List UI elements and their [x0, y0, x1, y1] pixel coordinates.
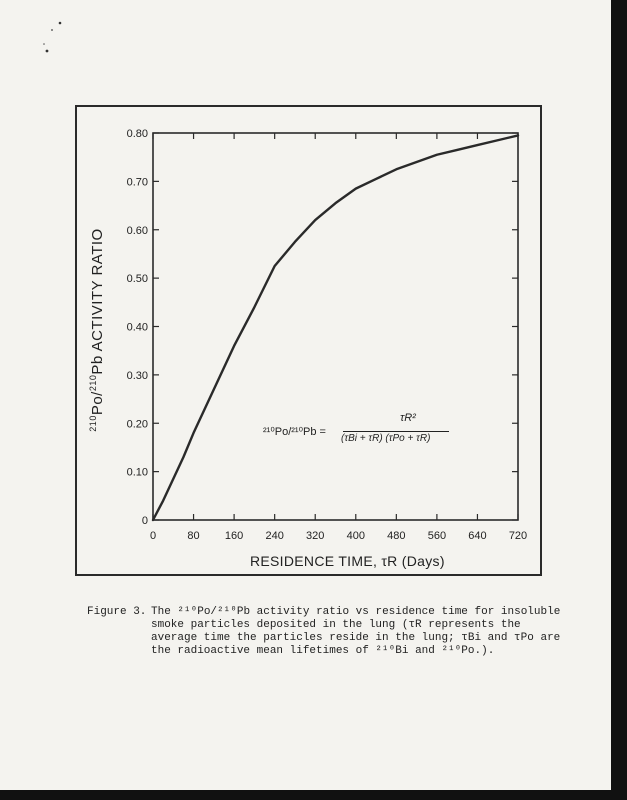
y-tick-label: 0.70: [126, 176, 148, 189]
y-tick-label: 0.20: [126, 418, 148, 431]
equation-fraction-bar: [343, 431, 449, 432]
data-point: [234, 345, 235, 346]
plot-area-frame: [153, 133, 518, 520]
data-point: [294, 241, 295, 242]
x-tick-label: 80: [187, 530, 200, 542]
data-point: [396, 169, 397, 170]
y-tick-label: 0.10: [126, 466, 148, 479]
y-tick-label: 0.80: [126, 128, 148, 140]
y-tick-label: 0: [141, 515, 148, 527]
data-point: [315, 219, 316, 220]
x-tick-label: 400: [346, 530, 365, 542]
data-point: [173, 478, 174, 479]
data-point: [355, 188, 356, 189]
data-point: [274, 265, 275, 266]
data-point: [497, 140, 498, 141]
x-tick-label: 640: [468, 530, 487, 542]
y-tick-label: 0.60: [126, 224, 148, 237]
x-tick-label: 0: [149, 530, 157, 542]
figure-caption-text: The ²¹⁰Po/²¹⁰Pb activity ratio vs residence time for insoluble smoke particles deposited in the lung (τR represents the average time the particles reside in the lung; τBi and τPo are the radioactive mean lifetimes of ²¹⁰Bi and ²¹⁰Po.).: [151, 606, 567, 657]
data-point: [416, 161, 417, 162]
data-point: [163, 500, 164, 501]
data-point: [436, 154, 437, 155]
y-tick-label: 0.40: [126, 321, 148, 334]
x-tick-label: 320: [306, 530, 325, 542]
data-point: [193, 432, 194, 433]
data-point: [254, 307, 255, 308]
x-tick-label: 720: [508, 530, 528, 542]
x-tick-label: 160: [224, 530, 244, 542]
x-tick-label: 480: [387, 530, 406, 542]
equation-lhs: ²¹⁰Po/²¹⁰Pb =: [263, 426, 326, 438]
data-point: [152, 519, 153, 520]
data-point: [203, 411, 204, 412]
data-point: [457, 149, 458, 150]
data-point: [477, 144, 478, 145]
y-tick-label: 0.50: [126, 273, 148, 286]
data-point: [335, 203, 336, 204]
x-tick-label: 560: [427, 530, 447, 542]
data-point: [375, 178, 376, 179]
figure-caption-label: Figure 3.: [87, 606, 147, 618]
equation-denominator: (τBi + τR) (τPo + τR): [341, 433, 431, 444]
data-point: [157, 510, 158, 511]
x-axis-label: RESIDENCE TIME, τR (Days): [250, 553, 445, 569]
activity-ratio-curve: [153, 135, 518, 520]
x-tick-label: 240: [265, 530, 284, 542]
equation-numerator: τR²: [400, 412, 416, 424]
data-point: [517, 135, 518, 136]
data-point: [213, 389, 214, 390]
activity-ratio-equation: [263, 412, 463, 452]
y-axis-label: $^{210}$Po/$^{210}$Pb ACTIVITY RATIO: [88, 228, 106, 432]
data-point: [183, 457, 184, 458]
y-tick-label: 0.30: [126, 369, 148, 382]
